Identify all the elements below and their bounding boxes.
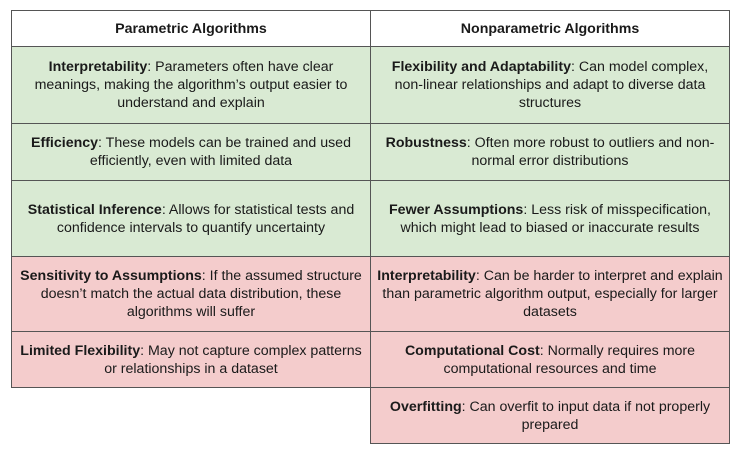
term: Flexibility and Adaptability: [391, 59, 571, 75]
term: Robustness: [385, 135, 467, 151]
parametric-row-limited-flexibility: [11, 331, 371, 388]
description: : Normally requires more computational resources and time: [443, 342, 696, 377]
nonparametric-row-robustness: [370, 123, 730, 181]
description: : Can model complex, non-linear relationships and adapt to diverse data structures: [394, 59, 709, 111]
header-nonparametric: [370, 10, 730, 47]
description: : Can overfit to input data if not properly prepared: [461, 398, 711, 433]
nonparametric-row-fewer-assumptions: [370, 180, 730, 257]
description: : Allows for statistical tests and confidence intervals to quantify uncertainty: [56, 201, 355, 236]
description: : These models can be trained and used efficiently, even with limited data: [89, 135, 351, 169]
description: : If the assumed structure doesn’t match the actual data distribution, these algorithms will suffer: [40, 268, 362, 320]
description: : Less risk of misspecification, which might lead to biased or inaccurate results: [400, 201, 711, 236]
parametric-row-sensitivity: [11, 256, 371, 332]
parametric-row-interpretability: [11, 46, 371, 124]
header-parametric-label: Parametric Algorithms: [115, 20, 267, 37]
term: Interpretability: [377, 268, 476, 284]
header-parametric: [11, 10, 371, 47]
term: Sensitivity to Assumptions: [20, 268, 202, 284]
term: Statistical Inference: [27, 201, 162, 218]
description: : May not capture complex patterns or relationships in a dataset: [104, 342, 362, 377]
term: Efficiency: [31, 135, 99, 151]
header-nonparametric-label: Nonparametric Algorithms: [460, 20, 640, 37]
description: : Can be harder to interpret and explain than parametric algorithm output, especially for larger datasets: [382, 268, 723, 320]
term: Interpretability: [48, 59, 148, 75]
nonparametric-row-overfitting: [370, 387, 730, 444]
nonparametric-row-computational-cost: [370, 331, 730, 388]
term: Overfitting: [389, 398, 462, 415]
term: Computational Cost: [404, 342, 540, 359]
nonparametric-row-flexibility: [370, 46, 730, 124]
description: : Often more robust to outliers and non-normal error distributions: [466, 135, 715, 169]
parametric-row-efficiency: [11, 123, 371, 181]
term: Fewer Assumptions: [389, 201, 524, 218]
description: : Parameters often have clear meanings, making the algorithm’s output easier to understand and explain: [34, 59, 348, 111]
term: Limited Flexibility: [20, 342, 141, 359]
nonparametric-row-interpretability: [370, 256, 730, 332]
parametric-row-statistical-inference: [11, 180, 371, 257]
